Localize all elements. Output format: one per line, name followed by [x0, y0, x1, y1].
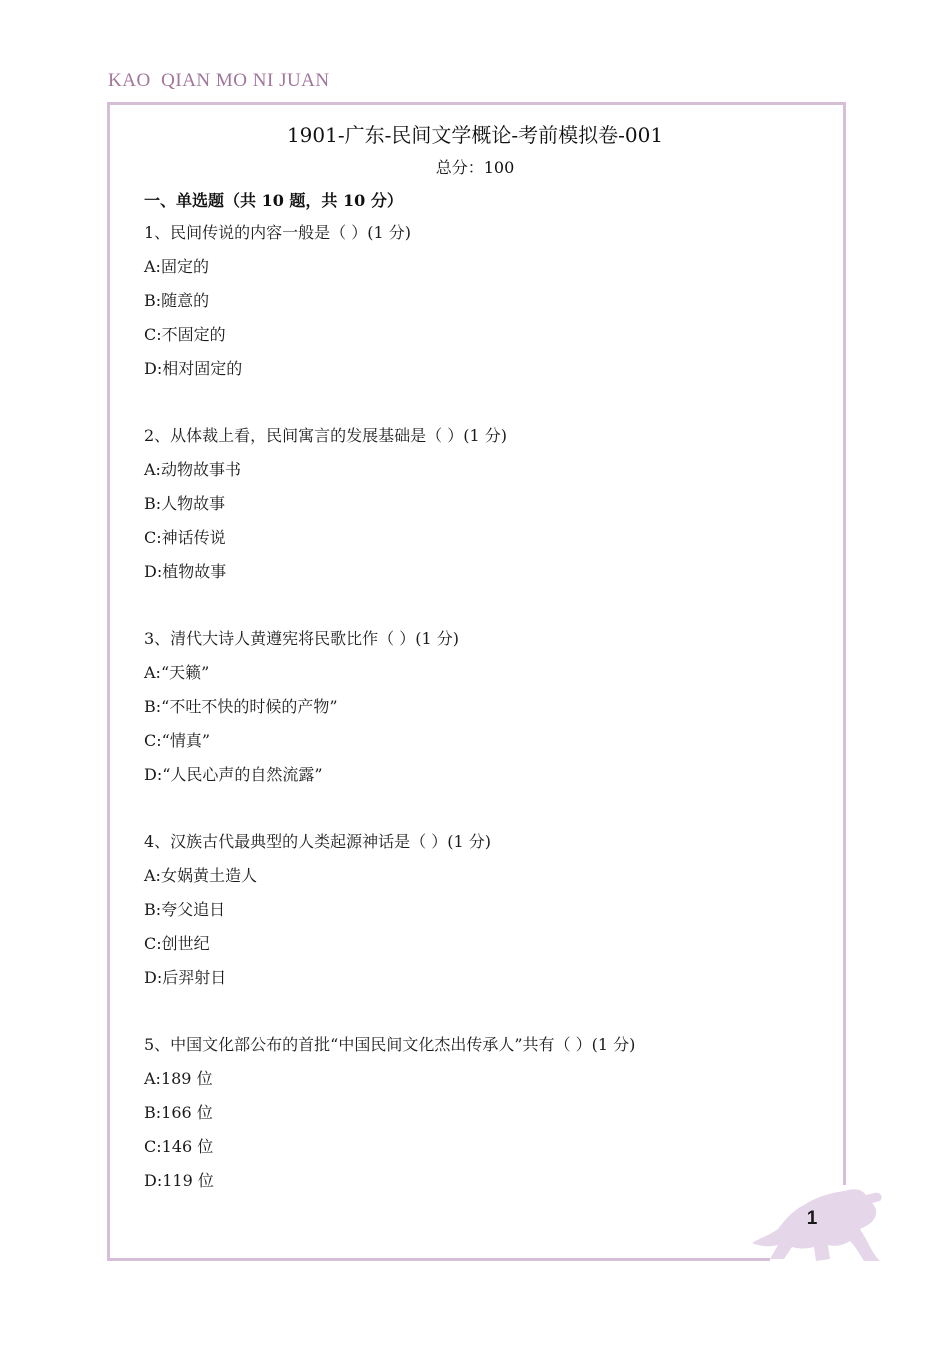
option-b[interactable]: B:166 位 [144, 1103, 213, 1122]
option-a[interactable]: A:“天籁” [144, 663, 210, 682]
question-stem: 4、汉族古代最典型的人类起源神话是（ ）(1 分) [144, 832, 492, 851]
section-heading: 一、单选题（共 10 题，共 10 分） [144, 191, 403, 210]
exam-title: 1901-广东-民间文学概论-考前模拟卷-001 [286, 123, 664, 147]
question-stem: 2、从体裁上看，民间寓言的发展基础是（ ）(1 分) [144, 426, 508, 445]
option-a[interactable]: A:189 位 [144, 1069, 213, 1088]
question-item [144, 222, 824, 392]
question-stem: 5、中国文化部公布的首批“中国民间文化杰出传承人”共有（ ）(1 分) [144, 1035, 636, 1054]
option-c[interactable]: C:神话传说 [144, 528, 226, 547]
question-list [144, 222, 824, 1237]
question-stem: 3、清代大诗人黄遵宪将民歌比作（ ）(1 分) [144, 629, 460, 648]
question-stem: 1、民间传说的内容一般是（ ）(1 分) [144, 223, 412, 242]
header-brand-text: KAO QIAN MO NI JUAN [108, 70, 330, 91]
option-b[interactable]: B:随意的 [144, 291, 210, 310]
question-item [144, 831, 824, 1001]
option-b[interactable]: B:人物故事 [144, 494, 226, 513]
question-item [144, 628, 824, 798]
option-a[interactable]: A:女娲黄土造人 [144, 866, 257, 885]
page-number: 1 [806, 1208, 818, 1229]
option-d[interactable]: D:相对固定的 [144, 359, 243, 378]
option-d[interactable]: D:后羿射日 [144, 968, 227, 987]
option-c[interactable]: C:146 位 [144, 1137, 214, 1156]
option-b[interactable]: B:“不吐不快的时候的产物” [144, 697, 338, 716]
option-d[interactable]: D:植物故事 [144, 562, 227, 581]
question-item [144, 425, 824, 595]
option-d[interactable]: D:119 位 [144, 1171, 214, 1190]
option-d[interactable]: D:“人民心声的自然流露” [144, 765, 323, 784]
option-a[interactable]: A:固定的 [144, 257, 209, 276]
option-a[interactable]: A:动物故事书 [144, 460, 241, 479]
question-item [144, 1034, 824, 1204]
option-c[interactable]: C:不固定的 [144, 325, 226, 344]
option-b[interactable]: B:夸父追日 [144, 900, 226, 919]
option-c[interactable]: C:“情真” [144, 731, 210, 750]
total-score: 总分：100 [435, 158, 515, 177]
option-c[interactable]: C:创世纪 [144, 934, 210, 953]
